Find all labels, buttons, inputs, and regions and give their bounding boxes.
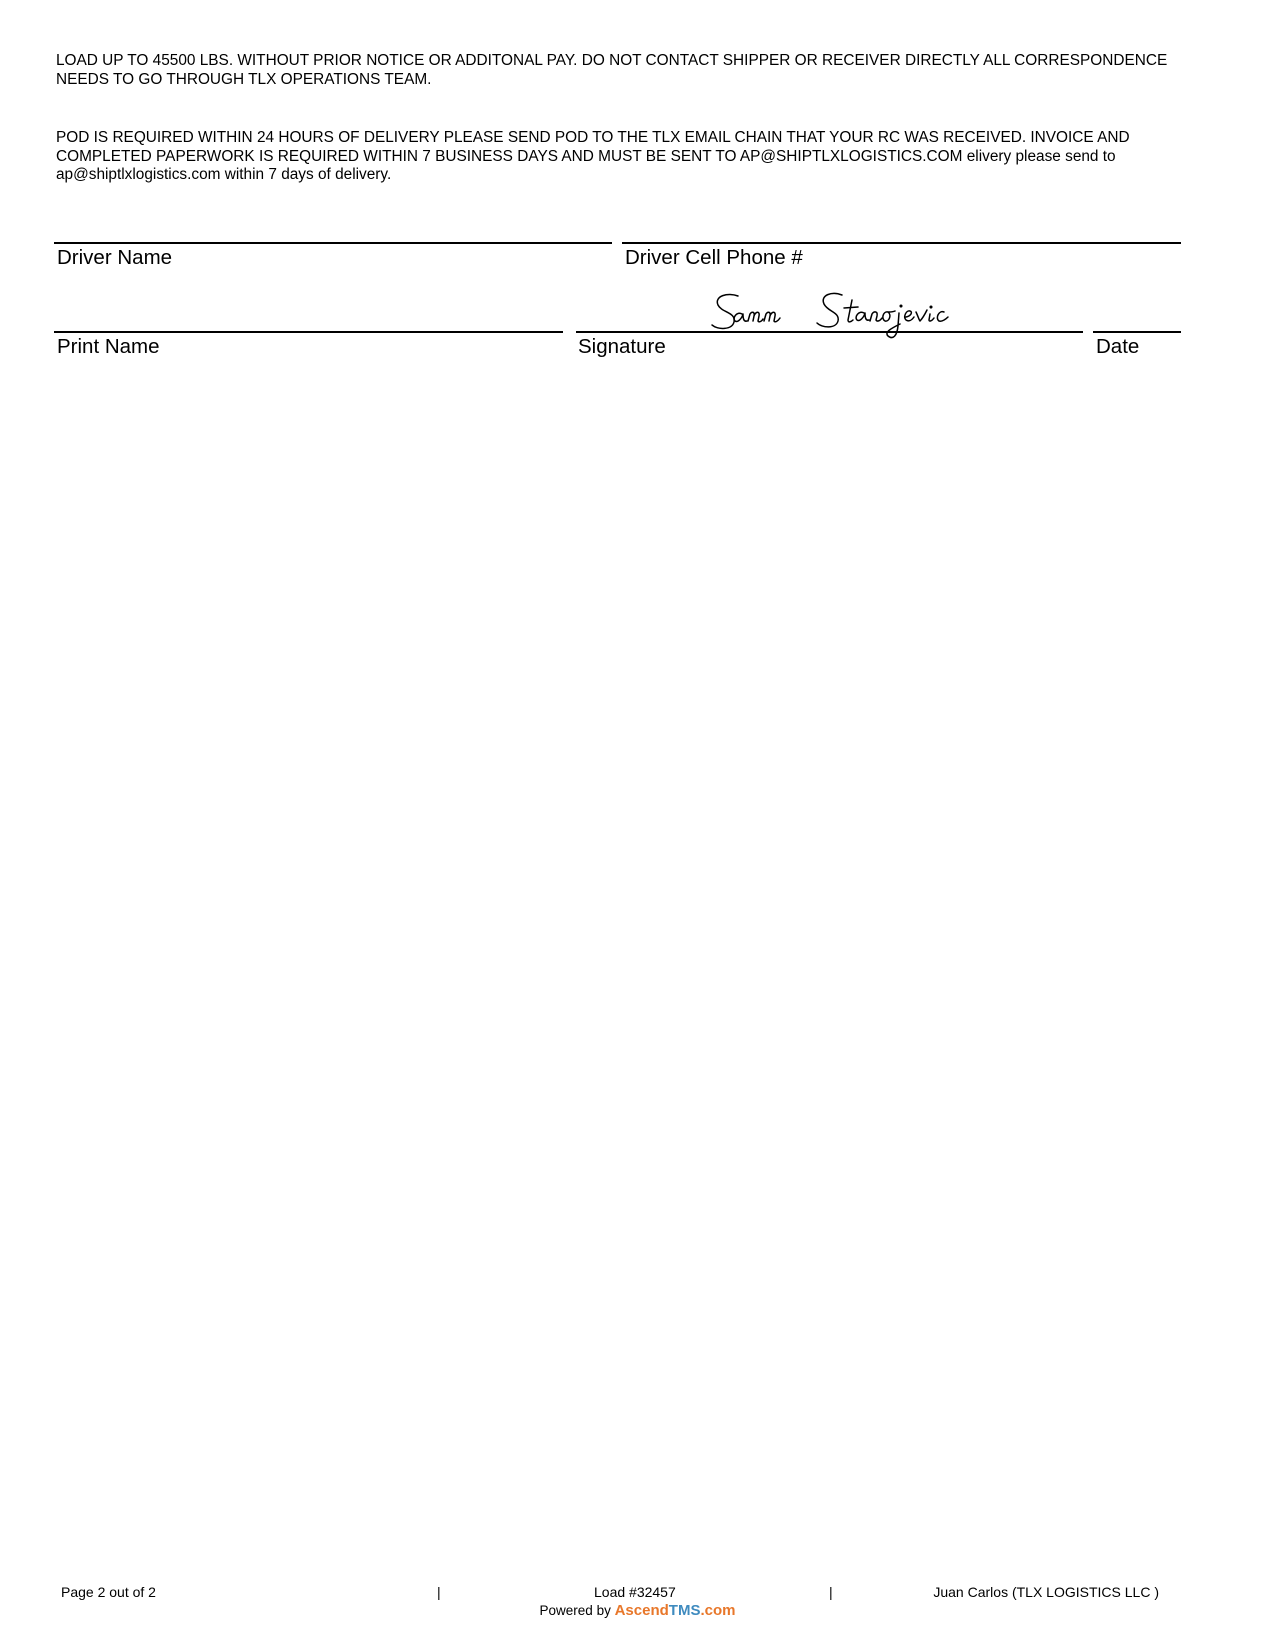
terms-paragraph-load-limit: LOAD UP TO 45500 LBS. WITHOUT PRIOR NOTICE OR ADDITONAL PAY. DO NOT CONTACT SHIPPER OR RECEIVER DIRECTLY ALL CORRESPONDENCE NEEDS TO GO THROUGH TLX OPERATIONS TEAM. <box>56 52 1168 88</box>
print-name-line <box>54 331 563 333</box>
brand-logo-ascend: Ascend <box>614 1602 669 1619</box>
driver-phone-line <box>622 242 1181 244</box>
date-label: Date <box>1096 335 1140 358</box>
print-name-label: Print Name <box>57 335 160 358</box>
footer-separator: | <box>829 1584 833 1600</box>
terms-paragraph-pod-invoice: POD IS REQUIRED WITHIN 24 HOURS OF DELIVERY PLEASE SEND POD TO THE TLX EMAIL CHAIN THAT YOUR RC WAS RECEIVED. INVOICE AND COMPLETED PAPERWORK IS REQUIRED WITHIN 7 BUSINESS DAYS AND MUST BE SENT TO AP@SHIPTLXLOGISTICS.COM elivery please send to ap@shiptlxlogistics.com within 7 days of delivery. <box>56 129 1130 183</box>
driver-name-label: Driver Name <box>57 246 173 269</box>
driver-phone-label: Driver Cell Phone # <box>625 246 803 269</box>
footer-separator: | <box>437 1584 441 1600</box>
signature-label: Signature <box>578 335 666 358</box>
footer-load-number: Load #32457 <box>594 1584 676 1600</box>
footer-page-number: Page 2 out of 2 <box>61 1584 156 1600</box>
brand-logo-tms: TMS <box>668 1602 701 1619</box>
driver-name-line <box>54 242 612 244</box>
footer-powered-by <box>0 1602 1275 1619</box>
date-line <box>1093 331 1181 333</box>
brand-logo-com: .com <box>700 1602 736 1619</box>
footer-company-name: Juan Carlos (TLX LOGISTICS LLC ) <box>933 1584 1159 1600</box>
handwritten-signature <box>712 290 1012 356</box>
powered-by-label: Powered by <box>539 1603 611 1618</box>
